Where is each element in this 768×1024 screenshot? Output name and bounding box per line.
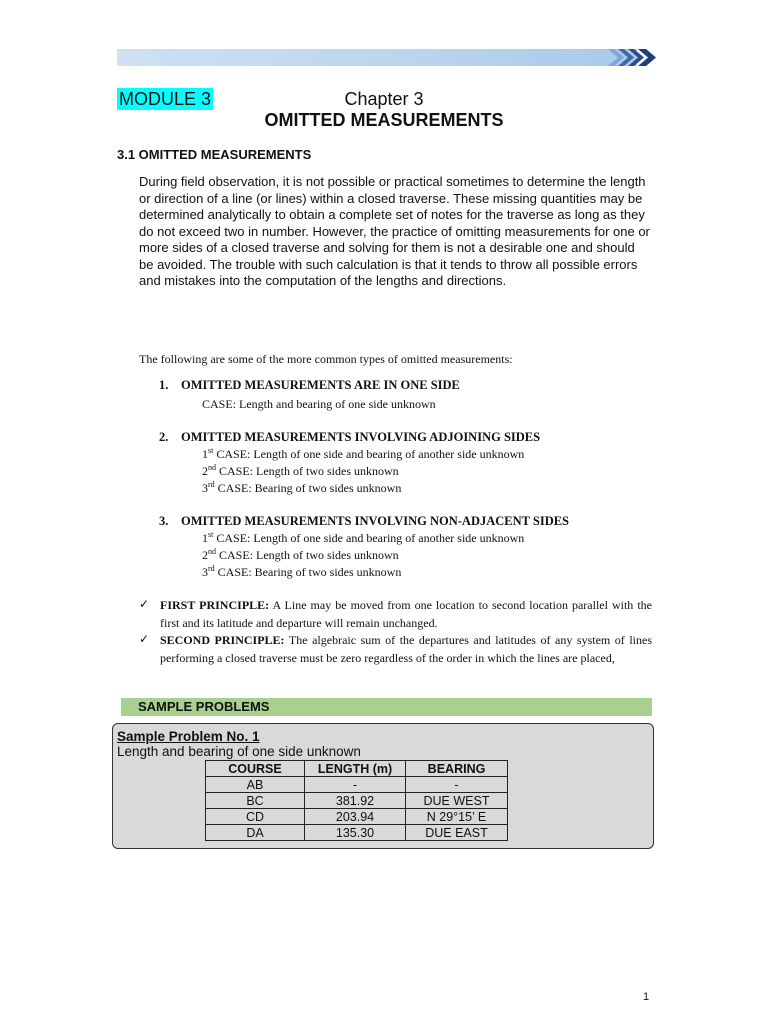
type-item-3-case-1: 1st CASE: Length of one side and bearing of another side unknown (202, 530, 525, 545)
problem-subtitle: Length and bearing of one side unknown (117, 744, 361, 759)
table-cell: 381.92 (305, 793, 406, 809)
table-row (206, 825, 508, 841)
table-cell: 203.94 (305, 809, 406, 825)
sample-problems-banner: SAMPLE PROBLEMS (121, 698, 652, 716)
table-row (206, 809, 508, 825)
intro-paragraph: During field observation, it is not possible or practical sometimes to determine the length or direction of a line (or lines) within a closed traverse. These missing quantities may be determined analytically to obtain a complete set of notes for the traverse as long as they do not exceed two in number. However, the practice of omitting measurements for one or more sides of a closed traverse and solving for them is not a desirable one and should be avoided. The trouble with such calculation is that it tends to throw all possible errors and mistakes into the computation of the lengths and directions. (139, 174, 650, 288)
table-header-row (206, 761, 508, 777)
table-cell: CD (206, 809, 305, 825)
check-icon: ✓ (139, 632, 150, 646)
table-header: LENGTH (m) (305, 761, 406, 777)
page-title: OMITTED MEASUREMENTS (264, 110, 504, 130)
table-cell: DA (206, 825, 305, 841)
type-item-2-case-1: 1st CASE: Length of one side and bearing of another side unknown (202, 446, 525, 461)
header-bar (117, 49, 637, 66)
type-item-1-title: 1. OMITTED MEASUREMENTS ARE IN ONE SIDE (159, 378, 460, 392)
table-row (206, 793, 508, 809)
check-icon: ✓ (139, 597, 150, 611)
first-principle: FIRST PRINCIPLE: A Line may be moved from one location to second location parallel with the first and its latitude and departure will remain unchanged. (160, 598, 652, 630)
table-row (206, 777, 508, 793)
type-item-3-title: 3. OMITTED MEASUREMENTS INVOLVING NON-ADJACENT SIDES (159, 514, 570, 528)
table-cell: 135.30 (305, 825, 406, 841)
table-cell: - (406, 777, 508, 793)
chapter-label: Chapter 3 (344, 89, 424, 109)
type-item-3-case-3: 3rd CASE: Bearing of two sides unknown (202, 564, 402, 579)
type-item-3-case-2: 2nd CASE: Length of two sides unknown (202, 547, 399, 562)
type-item-2-case-2: 2nd CASE: Length of two sides unknown (202, 463, 399, 478)
table-cell: DUE EAST (406, 825, 508, 841)
table-cell: - (305, 777, 406, 793)
second-principle: SECOND PRINCIPLE: The algebraic sum of the departures and latitudes of any system of lines performing a closed traverse must be zero regardless of the order in which the lines are placed, (160, 633, 653, 665)
table-cell: AB (206, 777, 305, 793)
types-lead: The following are some of the more common types of omitted measurements: (139, 352, 513, 366)
type-item-1-case-1: CASE: Length and bearing of one side unknown (202, 397, 436, 411)
section-heading: 3.1 OMITTED MEASUREMENTS (117, 147, 312, 162)
type-item-2-case-3: 3rd CASE: Bearing of two sides unknown (202, 480, 402, 495)
table-cell: N 29°15’ E (406, 809, 508, 825)
problem-table (205, 760, 508, 841)
chevrons-icon (596, 49, 658, 66)
table-cell: DUE WEST (406, 793, 508, 809)
type-item-2-title: 2. OMITTED MEASUREMENTS INVOLVING ADJOINING SIDES (159, 430, 541, 444)
table-header: COURSE (206, 761, 305, 777)
table-cell: BC (206, 793, 305, 809)
page-number: 1 (643, 991, 650, 1003)
problem-title: Sample Problem No. 1 (117, 729, 260, 744)
table-header: BEARING (406, 761, 508, 777)
module-label: MODULE 3 (119, 89, 212, 109)
